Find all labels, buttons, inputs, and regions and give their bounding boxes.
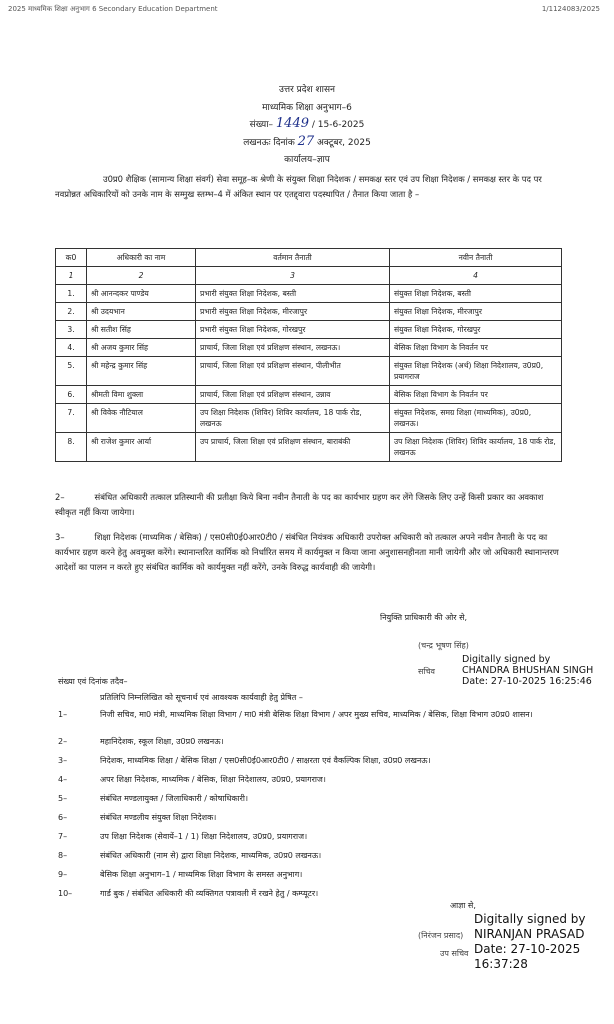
table-row [56, 404, 562, 433]
digital-signature-2-date: Date: 27-10-2025 [474, 942, 581, 956]
list-item-text: गार्ड बुक / संबंधित अधिकारी की व्यक्तिगत पत्रावली में रखने हेतु / कम्प्यूटर। [100, 889, 319, 898]
digital-signature-2-name: NIRANJAN PRASAD [474, 927, 585, 941]
col-num: 4 [390, 267, 562, 285]
list-item [58, 737, 578, 756]
number-prefix: संख्या– [249, 120, 274, 130]
table-row [56, 303, 562, 321]
posting-table [55, 248, 562, 462]
list-item-text: संबंधित मण्डलायुक्त / जिलाधिकारी / कोषाधिकारी। [100, 794, 249, 803]
list-item [58, 851, 578, 870]
cell-current: प्राचार्य, जिला शिक्षा एवं प्रशिक्षण संस्थान, लखनऊ। [196, 339, 390, 357]
paragraph-3-text: शिक्षा निदेशक (माध्यमिक / बेसिक) / एस0सी0ई0आर0टी0 / संबंधित नियंत्रक अधिकारी उपरोक्त अधिकारी को तत्काल अपने नवीन तैनाती के पद का कार्यभार ग्रहण करने हेतु अवमुक्त करेंगे। स्थानान्तरित कार्मिक को निर्धारित समय में कार्यमुक्त न किया जाना अनुशासनहीनता मानी जायेगी और जो अधिकारी स्थानान्तरण आदेशों का पालन न करते हुए संबंधित कार्मिक को कार्यमुक्त नहीं करेंगे, उनके विरुद्ध कार्यवाही की जायेगी। [55, 532, 559, 572]
distribution-intro: प्रतिलिपि निम्नलिखित को सूचनार्थ एवं आवश्यक कार्यवाही हेतु प्रेषित – [100, 693, 303, 702]
list-item-text: निदेशक, माध्यमिक शिक्षा / बेसिक शिक्षा / एस0सी0ई0आर0टी0 / साक्षरता एवं वैकल्पिक शिक्षा, उ0प्र0 लखनऊ। [100, 756, 431, 765]
date-prefix: लखनऊः दिनांक [243, 138, 295, 148]
department-strip-text: 2025 माध्यमिक शिक्षा अनुभाग 6 Secondary Education Department [8, 5, 218, 13]
cell-current: प्रभारी संयुक्त शिक्षा निदेशक, बस्ती [196, 285, 390, 303]
list-item [58, 794, 578, 813]
date-suffix: अक्टूबर, 2025 [317, 138, 371, 148]
cell-sn: 1. [56, 285, 87, 303]
list-item [58, 756, 578, 775]
signatory-2-title: उप सचिव [440, 949, 469, 958]
cell-name: श्री आनन्दकर पाण्डेय [87, 285, 196, 303]
distribution-heading: संख्या एवं दिनांक तदैव– [58, 677, 128, 686]
cell-new: संयुक्त शिक्षा निदेशक (अर्थ) शिक्षा निदेशालय, उ0प्र0, प्रयागराज [390, 357, 562, 386]
list-item-number: 7– [58, 832, 68, 841]
date-handwritten: 27 [297, 134, 315, 149]
cell-sn: 4. [56, 339, 87, 357]
cell-current: प्राचार्य, जिला शिक्षा एवं प्रशिक्षण संस्थान, पीलीभीत [196, 357, 390, 386]
cell-current: प्राचार्य, जिला शिक्षा एवं प्रशिक्षण संस्थान, उन्नाव [196, 386, 390, 404]
cell-name: श्रीमती विमा शुक्ला [87, 386, 196, 404]
list-item-text: निजी सचिव, मा0 मंत्री, माध्यमिक शिक्षा विभाग / मा0 मंत्री बेसिक शिक्षा विभाग / अपर मुख्य सचिव, माध्यमिक / बेसिक, शिक्षा विभाग उ0प्र0 शासन। [100, 710, 533, 719]
office-order-title: कार्यालय–ज्ञाप [284, 155, 330, 165]
list-item-number: 1– [58, 710, 68, 719]
cell-current: प्रभारी संयुक्त शिक्षा निदेशक, गोरखपुर [196, 321, 390, 339]
cell-name: श्री उदयभान [87, 303, 196, 321]
list-item-text: संबंधित अधिकारी (नाम से) द्वारा शिक्षा निदेशक, माध्यमिक, उ0प्र0 लखनऊ। [100, 851, 322, 860]
cell-new: संयुक्त शिक्षा निदेशक, गोरखपुर [390, 321, 562, 339]
digital-signature-1 [462, 654, 612, 687]
cell-sn: 5. [56, 357, 87, 386]
cell-current: उप प्राचार्य, जिला शिक्षा एवं प्रशिक्षण संस्थान, बाराबंकी [196, 433, 390, 462]
digital-signature-2 [474, 912, 612, 972]
table-row [56, 339, 562, 357]
list-item-text: अपर शिक्षा निदेशक, माध्यमिक / बेसिक, शिक्षा निदेशालय, उ0प्र0, प्रयागराज। [100, 775, 326, 784]
paragraph-2-number: 2– [55, 492, 65, 502]
number-suffix: / 15-6-2025 [311, 120, 365, 130]
cell-sn: 3. [56, 321, 87, 339]
digital-signature-1-line: Digitally signed by [462, 654, 551, 665]
signatory-2-name: (निरंजन प्रसाद) [418, 931, 464, 940]
cell-sn: 6. [56, 386, 87, 404]
cell-sn: 8. [56, 433, 87, 462]
list-item-text: उप शिक्षा निदेशक (सेवायें–1 / 1) शिक्षा निदेशालय, उ0प्र0, प्रयागराज। [100, 832, 308, 841]
cell-name: श्री अजय कुमार सिंह [87, 339, 196, 357]
digital-signature-1-date: Date: 27-10-2025 16:25:46 [462, 676, 592, 687]
letter-date [0, 134, 614, 149]
section-title: माध्यमिक शिक्षा अनुभाग–6 [262, 103, 352, 113]
paragraph-2-text: संबंधित अधिकारी तत्काल प्रतिस्थानी की प्रतीक्षा किये बिना नवीन तैनाती के पद का कार्यभार ग्रहण कर लेंगे जिसके लिए उन्हें किसी प्रकार का अवकाश स्वीकृत नहीं किया जायेगा। [55, 492, 544, 517]
list-item-text: बेसिक शिक्षा अनुभाग–1 / माध्यमिक शिक्षा विभाग के समस्त अनुभाग। [100, 870, 303, 879]
letter-number [0, 116, 614, 131]
distribution-list [58, 710, 578, 908]
signatory-1-name: (चन्द्र भूषण सिंह) [418, 641, 469, 650]
list-item-number: 2– [58, 737, 68, 746]
table-row [56, 433, 562, 462]
cell-name: श्री महेन्द्र कुमार सिंह [87, 357, 196, 386]
digital-signature-2-time: 16:37:28 [474, 957, 528, 971]
list-item-number: 9– [58, 870, 68, 879]
number-handwritten: 1449 [275, 116, 309, 131]
paragraph-3-number: 3– [55, 532, 65, 542]
header-new: नवीन तैनाती [390, 249, 562, 267]
cell-new: बेसिक शिक्षा विभाग के निवर्तन पर [390, 339, 562, 357]
list-item [58, 813, 578, 832]
table-row [56, 285, 562, 303]
cell-new: संयुक्त शिक्षा निदेशक, बस्ती [390, 285, 562, 303]
cell-new: संयुक्त निदेशक, समग्र शिक्षा (माध्यमिक), उ0प्र0, लखनऊ। [390, 404, 562, 433]
paragraph-3 [55, 530, 565, 575]
cell-sn: 7. [56, 404, 87, 433]
col-num: 2 [87, 267, 196, 285]
table-header-row [56, 249, 562, 267]
header-current: वर्तमान तैनाती [196, 249, 390, 267]
list-item-text: महानिदेशक, स्कूल शिक्षा, उ0प्र0 लखनऊ। [100, 737, 224, 746]
list-item [58, 889, 578, 908]
header-name: अधिकारी का नाम [87, 249, 196, 267]
signatory-1-title: सचिव [418, 667, 436, 676]
intro-paragraph: उ0प्र0 शैक्षिक (सामान्य शिक्षा संवर्ग) सेवा समूह–क श्रेणी के संयुक्त शिक्षा निदेशक / समकक्ष स्तर एवं उप शिक्षा निदेशक / समकक्ष स्तर के पद पर नवप्रोन्नत अधिकारियों को उनके नाम के सम्मुख स्तम्भ–4 में अंकित स्थान पर एतद्द्वारा पदस्थापित / तैनात किया जाता है – [55, 174, 542, 199]
list-item [58, 870, 578, 889]
list-item-number: 3– [58, 756, 68, 765]
list-item [58, 832, 578, 851]
list-item-text: संबंधित मण्डलीय संयुक्त शिक्षा निदेशक। [100, 813, 217, 822]
header-sn: क0 [56, 249, 87, 267]
cell-new: बेसिक शिक्षा विभाग के निवर्तन पर [390, 386, 562, 404]
cell-current: उप शिक्षा निदेशक (शिविर) शिविर कार्यालय, 18 पार्क रोड, लखनऊ [196, 404, 390, 433]
digital-signature-1-name: CHANDRA BHUSHAN SINGH [462, 665, 594, 676]
col-num: 3 [196, 267, 390, 285]
document-id: 1/1124083/2025 [541, 5, 600, 13]
cell-sn: 2. [56, 303, 87, 321]
table-row [56, 357, 562, 386]
digital-signature-2-line: Digitally signed by [474, 912, 586, 926]
cell-name: श्री विवेक नौटियाल [87, 404, 196, 433]
column-number-row [56, 267, 562, 285]
list-item-number: 4– [58, 775, 68, 784]
col-num: 1 [56, 267, 87, 285]
cell-new: संयुक्त शिक्षा निदेशक, मीरजापुर [390, 303, 562, 321]
list-item [58, 710, 578, 737]
cell-name: श्री राजेश कुमार आर्या [87, 433, 196, 462]
list-item-number: 5– [58, 794, 68, 803]
list-item-number: 6– [58, 813, 68, 822]
list-item-number: 10– [58, 889, 73, 898]
header-strip [0, 0, 614, 18]
cell-current: प्रभारी संयुक्त शिक्षा निदेशक, मीरजापुर [196, 303, 390, 321]
paragraph-2 [55, 490, 565, 520]
list-item [58, 775, 578, 794]
govt-title: उत्तर प्रदेश शासन [278, 85, 336, 95]
table-row [56, 386, 562, 404]
authority-line: नियुक्ति प्राधिकारी की ओर से, [380, 613, 468, 622]
by-order-line: आज्ञा से, [450, 901, 476, 910]
table-row [56, 321, 562, 339]
list-item-number: 8– [58, 851, 68, 860]
cell-new: उप शिक्षा निदेशक (शिविर) शिविर कार्यालय, 18 पार्क रोड, लखनऊ [390, 433, 562, 462]
cell-name: श्री सतीश सिंह [87, 321, 196, 339]
